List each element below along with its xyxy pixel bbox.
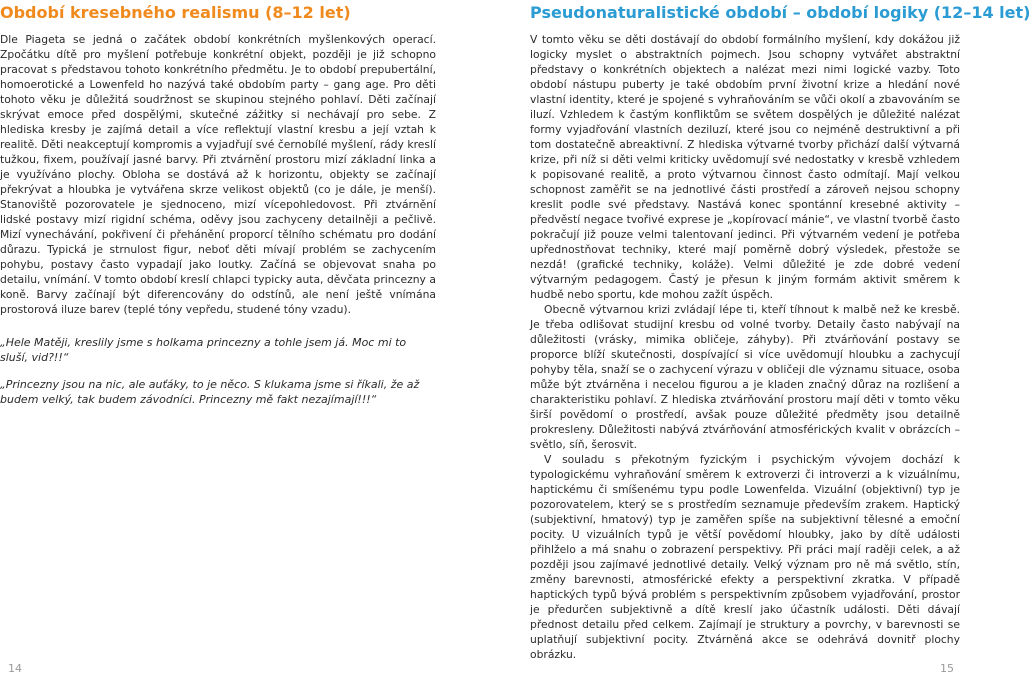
- left-page: [0, 0, 436, 407]
- child-quote-boy: „Princezny jsou na nic, ale auťáky, to je něco. S klukama jsme si říkali, že až budem velký, tak budem závodníci. Princezny mě fakt nezajímají!!!“: [0, 378, 420, 406]
- child-quote-girl: „Hele Matěji, kreslily jsme s holkama princezny a tohle jsem já. Moc mi to sluší, vid?!!“: [0, 336, 407, 364]
- right-page-body-3: V souladu s překotným fyzickým i psychickým vývojem dochází k typologickému vyhraňování směrem k extroverzi či introverzi a k vizuálnímu, haptickému či smíšenému typu podle Lowenfelda. Vizuální (objektivní) typ je pozorovatelem, který se s prostředím seznamuje především zrakem. Haptický (subjektivní, hmatový) typ je zaměřen spíše na subjektivní tělesné a emoční pocity. U vizuálních typů je větší povědomí hloubky, jako by dítě události přihlželo a má snahu o zobrazení perspektivy. Při práci mají raději celek, a až později jsou zajímavé jednotlivé detaily. Velký význam pro ně má světlo, stín, změny barevnosti, atmosférické efekty a perspektivní zkratka. V případě haptických typů bývá problém s perspektivním způsobem vyjadřování, prostor je předurčen subjektivně a dítě kreslí jako účastník události. Děti dávají přednost detailu před celkem. Zajímají je struktury a povrchy, v barevnosti se uplatňují subjektivní pocity. Ztvárněná akce se odehrává dovnitř plochy obrázku.: [530, 453, 960, 661]
- right-page-body-1: V tomto věku se děti dostávají do období formálního myšlení, kdy dokážou již logicky myslet o abstraktních pojmech. Jsou schopny vytvářet abstraktní představy o konkrétních objektech a nalézat mezi nimi logické vazby. Toto období nástupu puberty je také obdobím první životní krize a hledání nové vlastní identity, které je spojené s vyhraňováním se vůči okolí a zbavováním se iluzí. Vzhledem k častým konfliktům se světem dospělých je důležité nalézat formy vyjadřování vlastních deziluzí, které jsou co nejméně destruktivní a při tom dostatečně abreaktivní. Z hlediska výtvarné tvorby přichází další výtvarná krize, při níž si děti velmi kriticky uvědomují své nedostatky v kresbě vzhledem k popisované realitě, a proto výtvarnou činnost často odmítají. Mají velkou schopnost zaměřit se na jednotlivé části prostředí a zároveň nejsou schopny kreslit podle své představy. Nastává konec spontánní kresebné aktivity – předvěstí negace tvořivé exprese je „kopírovací mánie“, ve vlastní tvorbě často pokračují již pouze velmi talentovaní jedinci. Při výtvarném vedení je potřeba upřednostňovat techniky, které mají poměrně dobrý výsledek, přestože se nezdá! (grafické techniky, koláže). Velmi důležité je zde dobré vedení výtvarným pedagogem. Častý je přesun k jiným formám aktivit směrem k hudbě nebo sportu, kde mohou zažít úspěch.: [530, 33, 960, 301]
- right-page: [530, 0, 1030, 662]
- left-page-heading: Období kresebného realismu (8–12 let): [0, 3, 351, 22]
- page-number-right: 15: [940, 662, 954, 675]
- page-number-left: 14: [8, 662, 22, 675]
- right-page-body-2: Obecně výtvarnou krizi zvládají lépe ti, kteří tíhnout k malbě než ke kresbě. Je třeba odlišovat studijní kresbu od volné tvorby. Detaily často nabývají na důležitosti (vrásky, mimika obličeje, záhyby). Při ztvárňování postavy se proporce blíží skutečnosti, dospívající si více uvědomují hloubku a zachycují pohyby těla, snaží se o zachycení výrazu v obličeji dle významu situace, osoba může být ztvárněna i necelou figurou a je kladen značný důraz na rozlišení a charakteristiku pohlaví. Z hlediska ztvárňování prostoru mají děti v tomto věku širší povědomí o prostředí, avšak pouze důležité předměty jsou detailně prokresleny. Důležitosti nabývá ztvárňování atmosférických kvalit v obrázcích – světlo, síň, šerosvit.: [530, 303, 960, 451]
- right-page-heading: Pseudonaturalistické období – období logiky (12–14 let): [530, 3, 1030, 22]
- left-page-body: Dle Piageta se jedná o začátek období konkrétních myšlenkových operací. Zpočátku dítě pro myšlení potřebuje konkrétní objekt, později je již schopno pracovat s představou tohoto konkrétního předmětu. Je to období prepubertální, homoerotické a Lowenfeld ho nazývá také obdobím party – gang age. Pro děti tohoto věku je důležitá soudržnost se skupinou stejného pohlaví. Děti začínají skrývat emoce před dospělými, skutečné zážitky si nechávají pro sebe. Z hlediska kresby je zajímá detail a více reflektují vlastní kresbu a její vztah k realitě. Děti neakceptují kompromis a vyjadřují své černobílé myšlení, rády kreslí tužkou, fixem, používají jasné barvy. Při ztvárnění prostoru mizí základní linka a je využíváno plochy. Obloha se dostává až k horizontu, objekty se začínají překrývat a hloubka je vytvářena skrze velikost objektů (co je dále, je menší). Stanoviště pozorovatele je sjednoceno, mizí vícepohledovost. Při ztvárnění lidské postavy mizí rigidní schéma, oděvy jsou zachyceny detailněji a pečlivě. Mizí vynechávání, pokřivení či přeháněnί proporcí tělního schématu pro dodání důrazu. Typická je strnulost figur, neboť děti mívají problém se zachycením pohybu, postavy často vypadají jako loutky. Začíná se objevovat snaha po detailu, vnímání. V tomto období kreslí chlapci typicky auta, děvčata princezny a koně. Barvy začínají být diferencovány do odstínů, ale není ještě vnímána prostorová iluze barev (teplé tóny vepředu, studené tóny vzadu).: [0, 33, 436, 316]
